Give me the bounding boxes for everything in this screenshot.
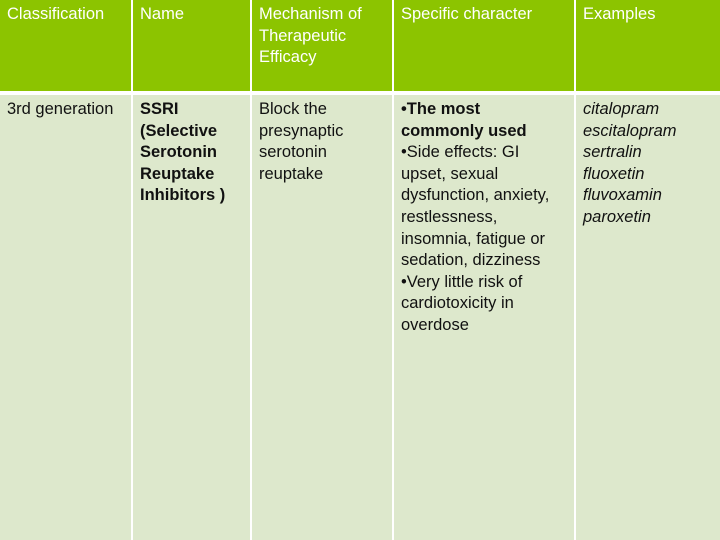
specific-bullet-3-line: cardiotoxicity in [401,294,514,313]
cell-mechanism [252,95,392,540]
example-drug: paroxetin [583,207,651,226]
specific-bullet-1-line: The most [406,100,481,118]
header-classification-label: Classification [7,5,105,23]
header-specific-character [394,0,574,91]
name-line: (Selective [140,121,218,140]
header-name-label: Name [140,5,185,23]
specific-bullet-2 [401,142,568,272]
specific-bullet-1-line: commonly used [401,121,527,140]
bullet-icon: • [401,272,407,291]
name-line: Inhibitors ) [140,186,226,205]
cell-examples [576,95,720,540]
header-mechanism-line: Efficacy [259,48,317,67]
header-classification [0,0,131,91]
header-mechanism [252,0,392,91]
specific-bullet-2-line: insomnia, fatigue or [401,229,545,248]
specific-bullet-2-line: sedation, dizziness [401,251,541,270]
classification-value: 3rd generation [7,100,114,118]
name-line: Reuptake [140,164,215,183]
header-examples-label: Examples [583,5,656,23]
mechanism-line: presynaptic [259,121,344,140]
specific-bullet-3-line: Very little risk of [406,272,523,291]
specific-bullet-2-line: restlessness, [401,207,498,226]
header-mechanism-line: Mechanism of [259,5,362,23]
example-drug: citalopram [583,100,660,118]
bullet-icon: • [401,100,407,118]
example-drug: fluvoxamin [583,186,662,205]
name-line: Serotonin [140,143,217,162]
specific-bullet-1 [401,99,568,142]
specific-bullet-2-line: upset, sexual [401,164,499,183]
cell-name [133,95,250,540]
header-specific-label: Specific character [401,5,533,23]
mechanism-line: reuptake [259,164,324,183]
name-line: SSRI [140,100,179,118]
mechanism-line: serotonin [259,143,327,162]
header-examples [576,0,720,91]
specific-bullet-2-line: Side effects: GI [406,143,520,162]
specific-bullet-3-line: overdose [401,315,469,334]
bullet-icon: • [401,143,407,162]
header-name [133,0,250,91]
mechanism-line: Block the [259,100,327,118]
cell-specific-character [394,95,574,540]
example-drug: fluoxetin [583,164,645,183]
specific-bullet-3 [401,272,568,337]
header-mechanism-line: Therapeutic [259,26,347,45]
example-drug: escitalopram [583,121,677,140]
specific-bullet-2-line: dysfunction, anxiety, [401,186,550,205]
cell-classification [0,95,131,540]
example-drug: sertralin [583,143,642,162]
